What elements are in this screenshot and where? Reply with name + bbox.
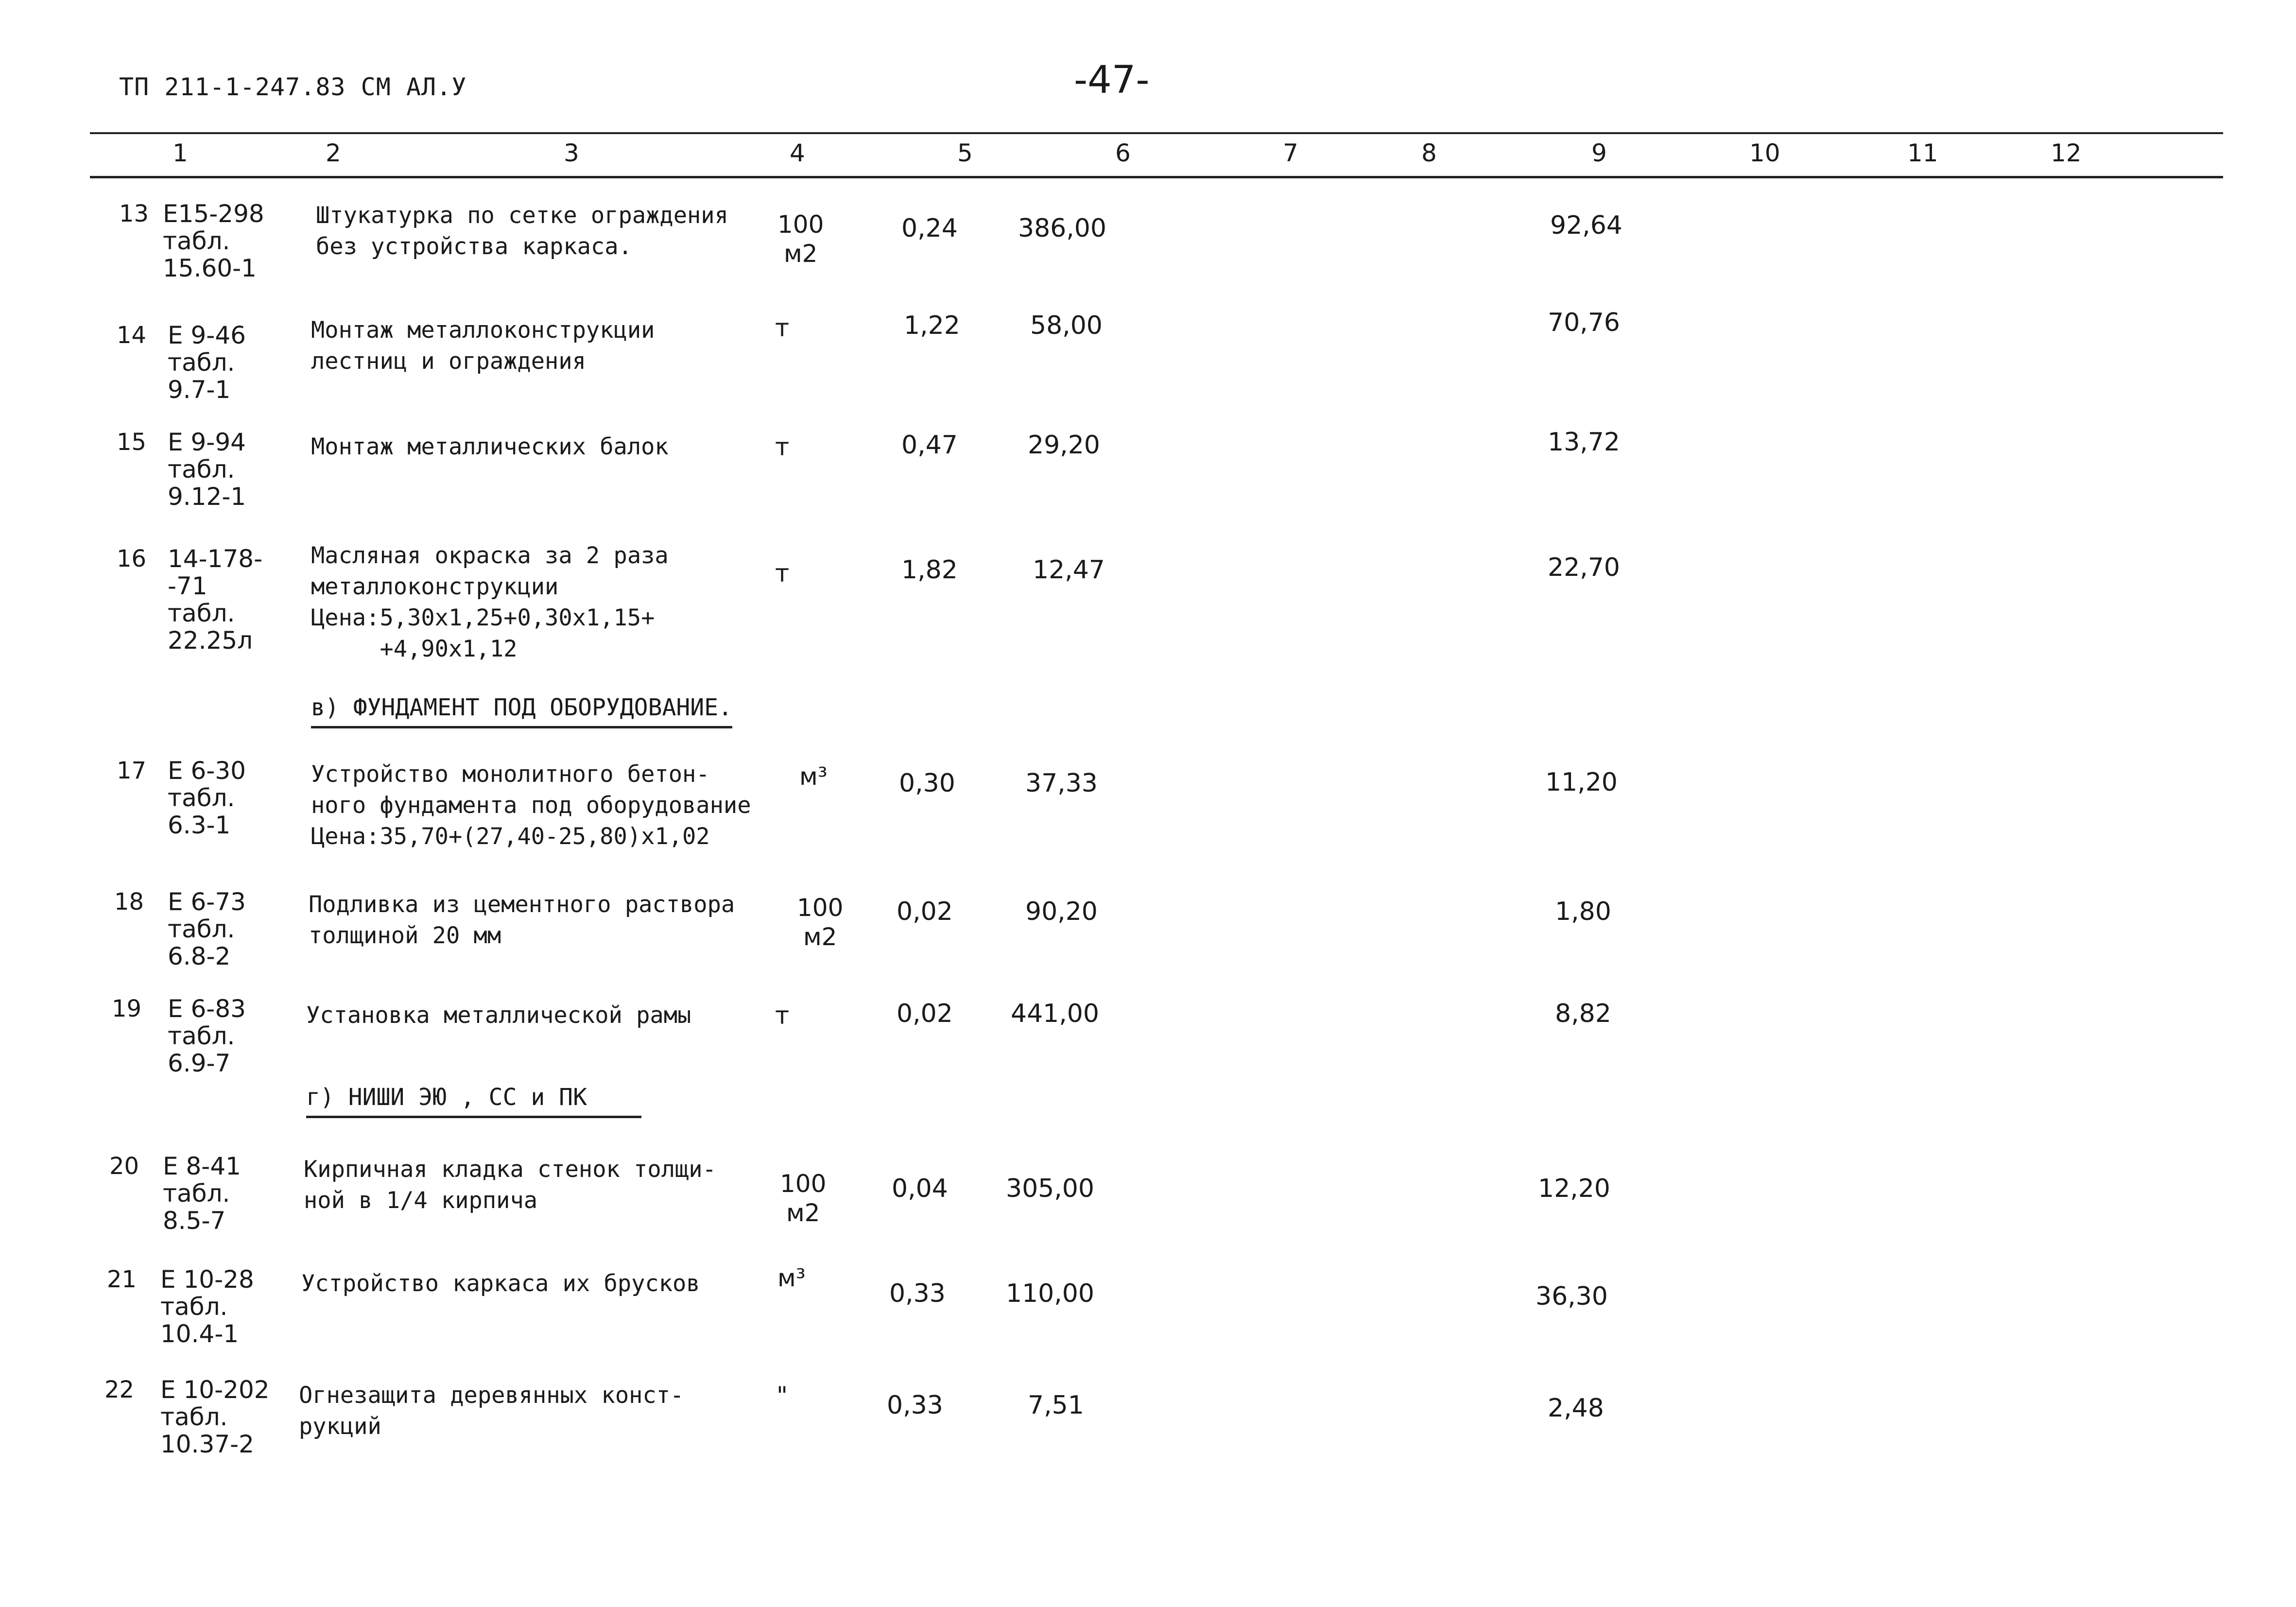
document-code: ТП 211-1-247.83 СМ АЛ.У [119,73,467,101]
column-header-3: 3 [564,139,579,167]
column-header-10: 10 [1749,139,1780,167]
column-header-1: 1 [173,139,188,167]
work-description: Установка металлической рамы [306,1002,691,1029]
rate-code: Е 9-94 табл. 9.12-1 [168,428,246,511]
quantity: 0,33 [889,1279,946,1308]
work-description: Монтаж металлических балок [311,433,669,460]
unit: 100 м2 [780,1170,827,1227]
unit: м³ [799,762,828,791]
work-description: Огнезащита деревянных конст- рукций [299,1382,684,1440]
rate-code: Е 6-73 табл. 6.8-2 [168,888,246,970]
column-header-11: 11 [1907,139,1938,167]
unit: т [775,559,790,588]
row-number: 14 [117,322,147,349]
header-top-rule [90,132,2223,134]
unit-price: 110,00 [1006,1279,1094,1308]
quantity: 0,33 [887,1391,943,1420]
quantity: 1,82 [901,555,958,585]
unit-price: 29,20 [1028,431,1100,460]
quantity: 0,04 [892,1174,948,1203]
rate-code: Е 6-83 табл. 6.9-7 [168,995,246,1077]
column-header-9: 9 [1591,139,1607,167]
unit-price: 386,00 [1018,214,1106,243]
column-header-5: 5 [957,139,973,167]
quantity: 0,24 [901,214,958,243]
work-description: Кирпичная кладка стенок толщи- ной в 1/4 кирпича [304,1156,716,1214]
total-cost: 1,80 [1555,897,1611,926]
row-number: 13 [119,200,149,227]
unit: 100 м2 [777,210,824,268]
work-description: Монтаж металлоконструкции лестниц и ограждения [311,317,655,375]
quantity: 0,30 [899,769,955,798]
row-number: 17 [117,757,147,784]
section-heading-foundation: в) ФУНДАМЕНТ ПОД ОБОРУДОВАНИЕ. [311,694,732,728]
unit: т [775,433,790,461]
quantity: 0,47 [901,431,958,460]
column-header-7: 7 [1283,139,1298,167]
row-number: 21 [107,1266,137,1293]
work-description: Штукатурка по сетке ограждения без устройства каркаса. [316,202,728,260]
quantity: 1,22 [904,311,960,340]
unit-price: 441,00 [1011,999,1099,1028]
work-description: Подливка из цементного раствора толщиной 20 мм [309,891,735,949]
rate-code: Е 10-202 табл. 10.37-2 [160,1376,270,1458]
section-heading-niches: г) НИШИ ЭЮ , СС и ПК [306,1084,641,1118]
rate-code: Е 10-28 табл. 10.4-1 [160,1265,254,1348]
unit-price: 12,47 [1033,555,1105,585]
column-header-12: 12 [2051,139,2082,167]
total-cost: 13,72 [1548,428,1620,457]
unit: м³ [777,1264,806,1292]
work-description: Устройство монолитного бетон- ного фундамента под оборудование Цена:35,70+(27,40-25,80)х1,02 [311,761,751,850]
page-number: -47- [1074,58,1150,102]
row-number: 19 [112,995,142,1022]
header-bottom-rule [90,176,2223,178]
column-header-6: 6 [1115,139,1131,167]
row-number: 15 [117,429,147,456]
unit: т [775,314,790,342]
rate-code: Е 6-30 табл. 6.3-1 [168,757,246,839]
column-header-2: 2 [326,139,341,167]
work-description: Устройство каркаса их брусков [301,1270,700,1297]
unit: 100 м2 [797,894,844,951]
total-cost: 22,70 [1548,553,1620,582]
unit-price: 7,51 [1028,1391,1084,1420]
rate-code: Е 9-46 табл. 9.7-1 [168,321,246,404]
column-header-8: 8 [1421,139,1437,167]
work-description: Масляная окраска за 2 раза металлоконструкции Цена:5,30х1,25+0,30х1,15+ +4,90х1,12 [311,542,669,662]
column-header-4: 4 [790,139,805,167]
unit-price: 58,00 [1030,311,1103,340]
total-cost: 12,20 [1538,1174,1610,1203]
row-number: 16 [117,545,147,572]
rate-code: Е 8-41 табл. 8.5-7 [163,1152,241,1235]
total-cost: 70,76 [1548,308,1620,337]
total-cost: 8,82 [1555,999,1611,1028]
quantity: 0,02 [897,897,953,926]
rate-code: 14-178- -71 табл. 22.25л [168,545,263,655]
total-cost: 11,20 [1545,768,1618,797]
total-cost: 2,48 [1548,1394,1604,1423]
quantity: 0,02 [897,999,953,1028]
unit-price: 90,20 [1025,897,1098,926]
unit: " [777,1382,788,1410]
rate-code: Е15-298 табл. 15.60-1 [163,200,264,282]
unit: т [775,1002,790,1030]
row-number: 22 [104,1376,135,1403]
row-number: 18 [114,888,144,916]
unit-price: 37,33 [1025,769,1098,798]
total-cost: 92,64 [1550,211,1623,240]
unit-price: 305,00 [1006,1174,1094,1203]
total-cost: 36,30 [1536,1282,1608,1311]
row-number: 20 [109,1153,139,1180]
